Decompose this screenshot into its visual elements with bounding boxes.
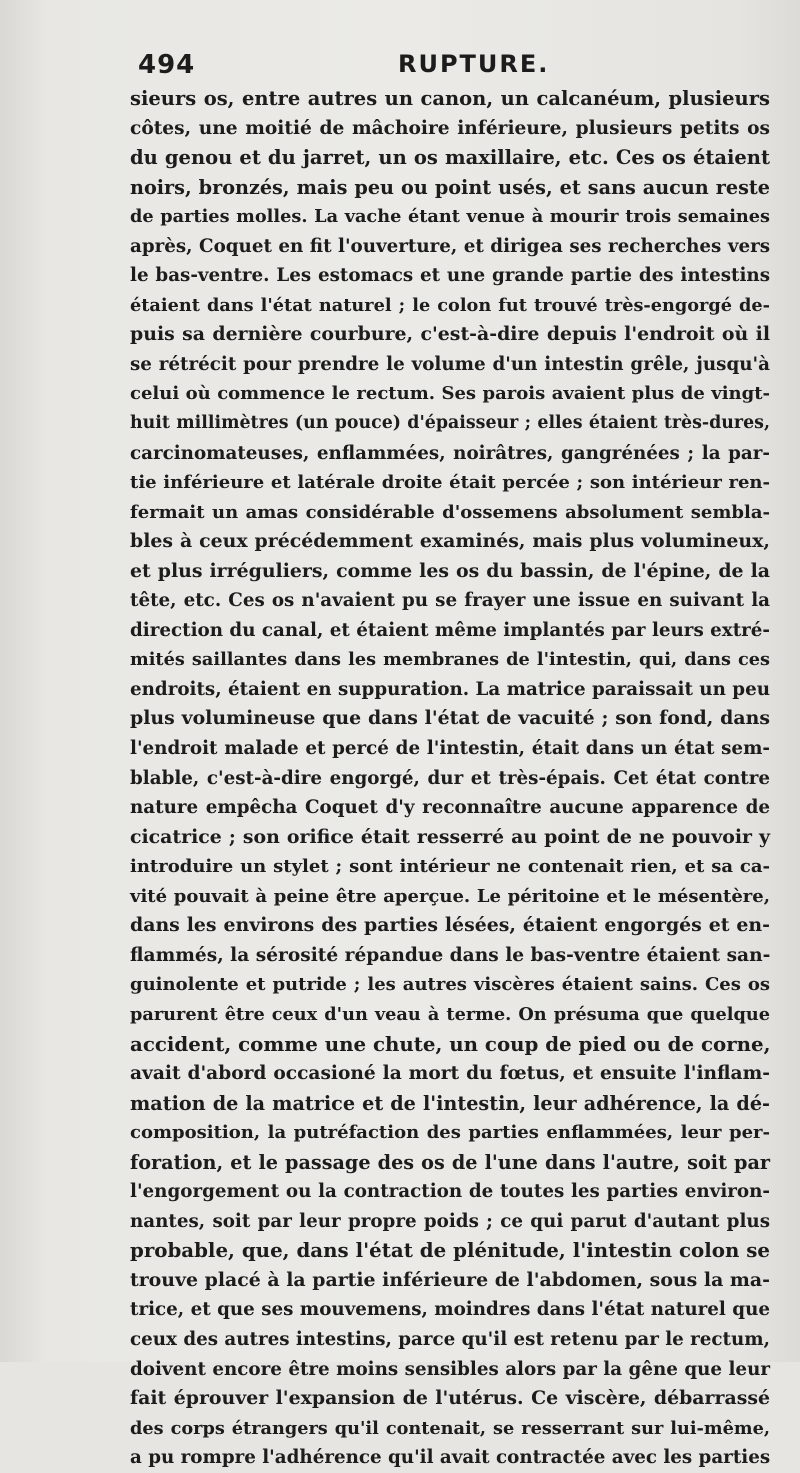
text-line: fermait un amas considérable d'ossemens absolument sembla- (130, 501, 770, 523)
running-title: RUPTURE. (398, 50, 550, 78)
text-line: introduire un stylet ; sont intérieur ne contenait rien, et sa ca- (130, 856, 770, 878)
text-line: guinolente et putride ; les autres viscères étaient sains. Ces os (130, 974, 770, 996)
text-line: tête, etc. Ces os n'avaient pu se frayer une issue en suivant la (130, 590, 770, 612)
text-line: tie inférieure et latérale droite était percée ; son intérieur ren- (130, 472, 770, 494)
text-line: avait d'abord occasioné la mort du fœtus, et ensuite l'inflam- (130, 1063, 770, 1085)
text-line: ceux des autres intestins, parce qu'il est retenu par le rectum, (130, 1328, 770, 1350)
text-line: nantes, soit par leur propre poids ; ce qui parut d'autant plus (130, 1210, 770, 1232)
body-text (130, 84, 770, 1473)
text-line: plus volumineuse que dans l'état de vacuité ; son fond, dans (130, 707, 770, 730)
text-line: parurent être ceux d'un veau à terme. On présuma que quelque (130, 1003, 770, 1025)
text-line: mation de la matrice et de l'intestin, leur adhérence, la dé- (130, 1091, 770, 1115)
text-line: composition, la putréfaction des parties enflammées, leur per- (130, 1122, 770, 1144)
text-line: huit millimètres (un pouce) d'épaisseur ; elles étaient très-dures, (130, 413, 770, 434)
text-line: fait éprouver l'expansion de l'utérus. Ce viscère, débarrassé (130, 1387, 770, 1410)
text-line: nature empêcha Coquet d'y reconnaître aucune apparence de (130, 797, 770, 819)
text-line: le bas-ventre. Les estomacs et une grande partie des intestins (130, 265, 770, 287)
text-line: celui où commence le rectum. Ses parois avaient plus de vingt- (130, 383, 770, 405)
text-line: se rétrécit pour prendre le volume d'un intestin grêle, jusqu'à (130, 353, 770, 375)
text-line: doivent encore être moins sensibles alors par la gêne que leur (130, 1358, 770, 1380)
text-line: dans les environs des parties lésées, étaient engorgés et en- (130, 914, 770, 937)
text-line: flammés, la sérosité répandue dans le bas-ventre étaient san- (130, 944, 771, 966)
text-line: et plus irréguliers, comme les os du bassin, de l'épine, de la (130, 559, 770, 582)
text-line: vité pouvait à peine être aperçue. Le péritoine et le mésentère, (130, 885, 770, 907)
page-header (130, 50, 770, 84)
text-line: des corps étrangers qu'il contenait, se resserrant sur lui-même, (130, 1417, 770, 1439)
text-line: accident, comme une chute, un coup de pied ou de corne, (130, 1031, 771, 1056)
text-line: a pu rompre l'adhérence qu'il avait contractée avec les parties (130, 1447, 771, 1469)
text-line: du genou et du jarret, un os maxillaire, etc. Ces os étaient (130, 146, 770, 170)
page-number: 494 (138, 50, 196, 80)
text-line: endroits, étaient en suppuration. La matrice paraissait un peu (130, 678, 770, 700)
text-line: foration, et le passage des os de l'une dans l'autre, soit par (130, 1150, 770, 1174)
text-line: trouve placé à la partie inférieure de l'abdomen, sous la ma- (130, 1268, 770, 1291)
text-line: l'engorgement ou la contraction de toutes les parties environ- (130, 1181, 770, 1203)
text-line: probable, que, dans l'état de plénitude, l'intestin colon se (130, 1238, 770, 1263)
text-line: blable, c'est-à-dire engorgé, dur et très-épais. Cet état contre (130, 767, 770, 789)
text-line: l'endroit malade et percé de l'intestin, était dans un état sem- (130, 738, 770, 760)
text-line: bles à ceux précédemment examinés, mais plus volumineux, (130, 530, 770, 553)
text-line: mités saillantes dans les membranes de l'intestin, qui, dans ces (130, 649, 770, 671)
text-line: étaient dans l'état naturel ; le colon fut trouvé très-engorgé de- (130, 294, 770, 316)
text-line: carcinomateuses, enflammées, noirâtres, gangrénées ; la par- (130, 442, 770, 464)
text-line: après, Coquet en fit l'ouverture, et dirigea ses recherches vers (130, 235, 770, 257)
text-line: cicatrice ; son orifice était resserré au point de ne pouvoir y (130, 825, 770, 848)
text-line: de parties molles. La vache étant venue à mourir trois semaines (130, 206, 770, 228)
text-line: sieurs os, entre autres un canon, un calcanéum, plusieurs (130, 87, 770, 110)
text-line: trice, et que ses mouvemens, moindres dans l'état naturel que (130, 1299, 770, 1321)
text-line: direction du canal, et étaient même implantés par leurs extré- (130, 619, 770, 641)
text-line: puis sa dernière courbure, c'est-à-dire depuis l'endroit où il (130, 323, 770, 346)
text-line: côtes, une moitié de mâchoire inférieure, plusieurs petits os (130, 117, 770, 139)
text-line: noirs, bronzés, mais peu ou point usés, et sans aucun reste (130, 175, 770, 199)
